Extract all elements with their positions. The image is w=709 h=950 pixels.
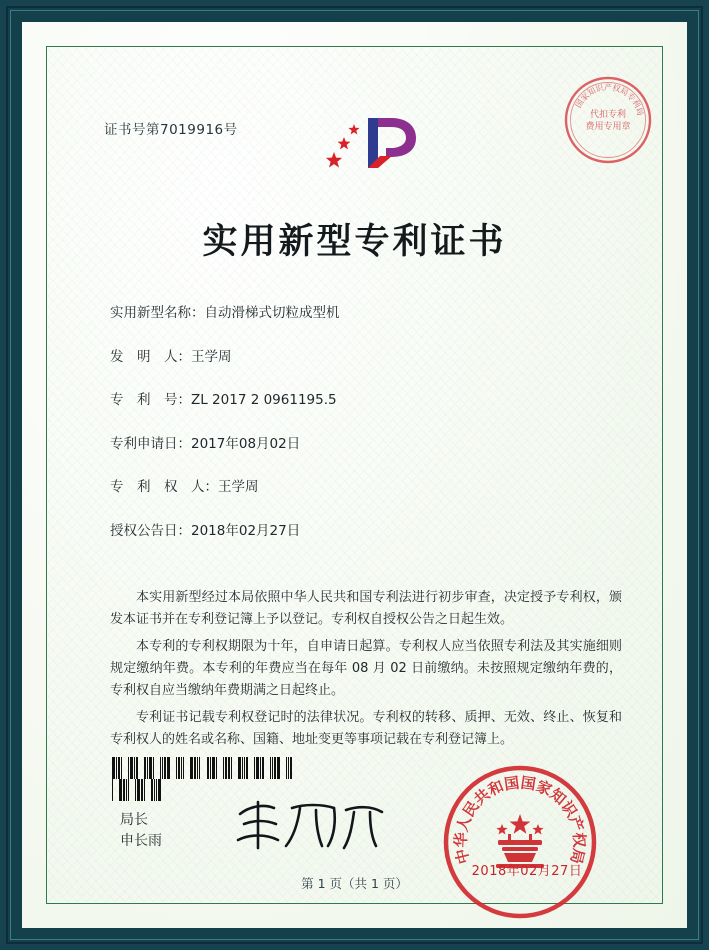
patent-barcode: [112, 757, 294, 779]
paragraph: 专利证书记载专利权登记时的法律状况。专利权的转移、质押、无效、终止、恢复和专利权人的姓名或名称、国籍、地址变更等事项记载在专利登记簿上。: [110, 710, 622, 747]
field-value: 2017年08月02日: [191, 435, 301, 452]
svg-text:国: 国: [519, 773, 537, 794]
field-list: [110, 304, 610, 565]
svg-text:中: 中: [452, 846, 474, 866]
svg-text:代扣专利: 代扣专利: [589, 110, 627, 120]
field-value: 王学周: [191, 348, 232, 365]
svg-text:民: 民: [459, 797, 483, 821]
field-label: 授权公告日：: [110, 522, 191, 539]
svg-text:利: 利: [630, 98, 643, 110]
national-ip-administration-seal: [440, 762, 600, 922]
patent-fee-seal: [562, 74, 654, 166]
field-value: 2018年02月27日: [191, 522, 301, 539]
field-label: 专 利 权 人：: [110, 479, 218, 495]
svg-text:家: 家: [579, 91, 592, 104]
body-text: [110, 587, 622, 756]
field-value: ZL 2017 2 0961195.5: [191, 392, 337, 408]
field-label: 专 利 号：: [110, 392, 191, 408]
svg-text:产: 产: [604, 83, 612, 92]
page-footer: 第 1 页（共 1 页）: [301, 876, 408, 891]
certificate-page: [22, 22, 687, 928]
director-name: 申长雨: [120, 833, 162, 849]
svg-text:产: 产: [565, 813, 587, 834]
page-title: 实用新型专利证书: [202, 222, 507, 262]
field-label: 发 明 人：: [110, 348, 191, 365]
director-signature: [230, 794, 390, 856]
svg-text:人: 人: [453, 813, 475, 834]
paragraph: 本专利的专利权期限为十年，自申请日起算。专利权人应当依照专利法及其实施细则规定缴纳年费。本专利的年费应当在每年 08 月 02 日前缴纳。未按照规定缴纳年费的，专利权自应当缴纳年费期满之日起终止。: [110, 639, 622, 698]
field-row: [110, 348, 610, 366]
paragraph: 本实用新型经过本局依照中华人民共和国专利法进行初步审查，决定授予专利权，颁发本证书并在专利登记簿上予以登记。专利权自授权公告之日起生效。: [110, 590, 622, 627]
svg-text:知: 知: [586, 85, 598, 98]
field-row: [110, 304, 610, 322]
svg-text:局: 局: [634, 106, 645, 117]
director-title: 局长: [120, 812, 148, 828]
svg-text:权: 权: [569, 832, 589, 848]
svg-text:国: 国: [503, 773, 521, 794]
svg-text:家: 家: [533, 776, 555, 800]
field-label: 专利申请日：: [110, 435, 191, 452]
svg-text:国: 国: [573, 98, 586, 110]
field-value: 王学周: [218, 479, 259, 495]
svg-text:知: 知: [546, 785, 570, 809]
svg-text:识: 识: [557, 797, 581, 821]
svg-text:共: 共: [470, 785, 494, 809]
certificate-number: 证书号第7019916号: [104, 122, 238, 138]
cnipa-logo: [322, 104, 432, 184]
svg-text:局: 局: [618, 85, 630, 98]
field-row: [110, 435, 610, 453]
seal-date: 2018年02月27日: [471, 864, 583, 879]
field-row: [110, 391, 610, 409]
svg-text:局: 局: [566, 846, 588, 866]
svg-text:识: 识: [594, 83, 605, 94]
svg-text:和: 和: [485, 776, 507, 800]
svg-text:华: 华: [451, 832, 471, 848]
field-row: [110, 478, 610, 496]
field-label: 实用新型名称：: [110, 305, 205, 321]
svg-text:权: 权: [611, 83, 622, 94]
svg-text:费用专用章: 费用专用章: [585, 122, 631, 132]
field-row: [110, 522, 610, 540]
director-block: [120, 810, 162, 852]
svg-text:专: 专: [624, 91, 637, 104]
field-value: 自动滑梯式切粒成型机: [204, 305, 340, 321]
